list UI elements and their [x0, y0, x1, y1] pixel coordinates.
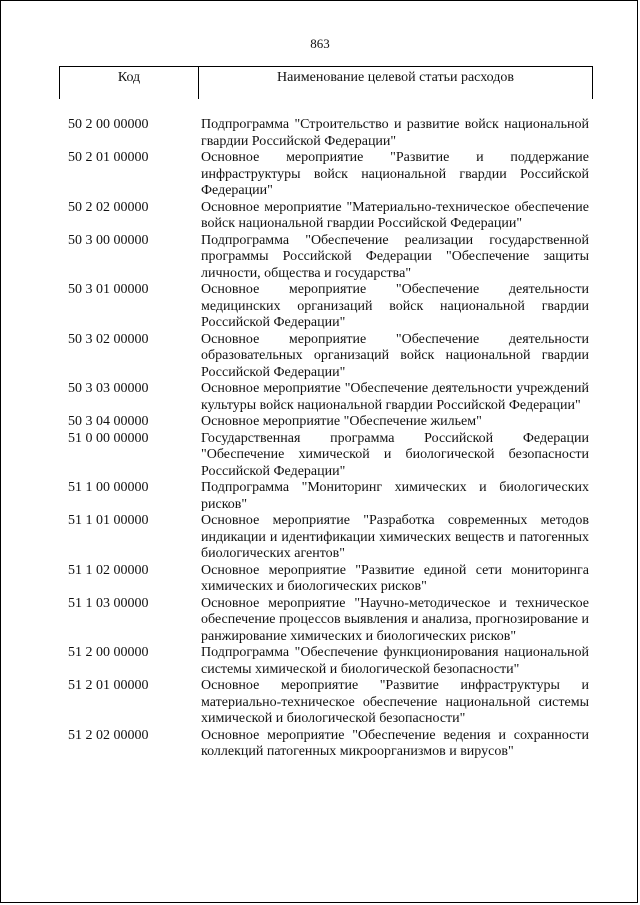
- table-row: [59, 645, 593, 678]
- row-name: Подпрограмма "Мониторинг химических и биологических рисков": [201, 480, 589, 512]
- row-name: Подпрограмма "Обеспечение реализации государственной программы Российской Федерации "Обеспечение защиты личности, общества и государства": [201, 232, 589, 281]
- table-row: [59, 233, 593, 283]
- row-name: Основное мероприятие "Развитие инфраструктуры и материально-техническое обеспечение национальной системы химической и биологической безопасности": [201, 678, 589, 726]
- table-row: [59, 117, 593, 150]
- row-name: Основное мероприятие "Развитие единой сети мониторинга химических и биологических рисков": [201, 562, 589, 594]
- row-code: 50 3 02 00000: [68, 331, 149, 347]
- row-code: 50 2 01 00000: [68, 150, 149, 165]
- row-name: Основное мероприятие "Обеспечение деятельности медицинских организаций войск национальной гвардии Российской Федерации": [201, 282, 589, 330]
- table-row: [59, 200, 593, 233]
- table-row: [59, 728, 593, 761]
- row-code: 51 2 02 00000: [68, 727, 149, 743]
- row-code: 50 3 04 00000: [68, 414, 149, 429]
- row-code: 50 3 00 00000: [68, 232, 149, 248]
- row-name: Основное мероприятие "Обеспечение деятельности образовательных организаций войск национальной гвардии Российской Федерации": [201, 331, 589, 380]
- table-row: [59, 150, 593, 200]
- table-row: [59, 414, 593, 431]
- table-row: [59, 332, 593, 382]
- row-code: 51 1 02 00000: [68, 562, 149, 578]
- table-row: [59, 678, 593, 728]
- row-code: 51 2 01 00000: [68, 678, 149, 693]
- page-number: 863: [310, 36, 330, 51]
- table-row: [59, 282, 593, 332]
- row-name: Подпрограмма "Строительство и развитие войск национальной гвардии Российской Федерации": [201, 117, 589, 149]
- row-name: Государственная программа Российской Федерации "Обеспечение химической и биологической безопасности Российской Федерации": [201, 430, 589, 479]
- table-body: [59, 117, 593, 761]
- table-row: [59, 431, 593, 481]
- row-code: 51 1 00 00000: [68, 480, 149, 495]
- column-header-name: Наименование целевой статьи расходов: [199, 67, 593, 99]
- table-row: [59, 381, 593, 414]
- row-code: 50 3 01 00000: [68, 282, 149, 297]
- table-row: [59, 563, 593, 596]
- row-name: Основное мероприятие "Научно-методическое и техническое обеспечение процессов выявления и анализа, прогнозирование и ранжирование химических и биологических рисков": [201, 595, 589, 644]
- table-header: [59, 66, 593, 99]
- row-name: Подпрограмма "Обеспечение функционирования национальной системы химической и биологической безопасности": [201, 645, 589, 677]
- row-code: 51 1 03 00000: [68, 595, 149, 611]
- row-name: Основное мероприятие "Развитие и поддержание инфраструктуры войск национальной гвардии Российской Федерации": [201, 150, 589, 198]
- row-code: 51 2 00 00000: [68, 645, 149, 660]
- row-name: Основное мероприятие "Обеспечение жильем": [201, 414, 482, 429]
- row-name: Основное мероприятие "Материально-техническое обеспечение войск национальной гвардии Российской Федерации": [201, 199, 589, 231]
- row-code: 50 3 03 00000: [68, 381, 149, 396]
- table-row: [59, 596, 593, 646]
- row-code: 51 0 00 00000: [68, 430, 149, 446]
- row-name: Основное мероприятие "Обеспечение деятельности учреждений культуры войск национальной гвардии Российской Федерации": [201, 381, 589, 413]
- table-row: [59, 513, 593, 563]
- column-header-code: Код: [59, 67, 199, 99]
- row-name: Основное мероприятие "Обеспечение ведения и сохранности коллекций патогенных микроорганизмов и вирусов": [201, 727, 589, 759]
- row-name: Основное мероприятие "Разработка современных методов индикации и идентификации химических веществ и патогенных биологических агентов": [201, 513, 589, 561]
- table-row: [59, 480, 593, 513]
- row-code: 51 1 01 00000: [68, 513, 149, 528]
- row-code: 50 2 02 00000: [68, 199, 149, 215]
- row-code: 50 2 00 00000: [68, 117, 149, 132]
